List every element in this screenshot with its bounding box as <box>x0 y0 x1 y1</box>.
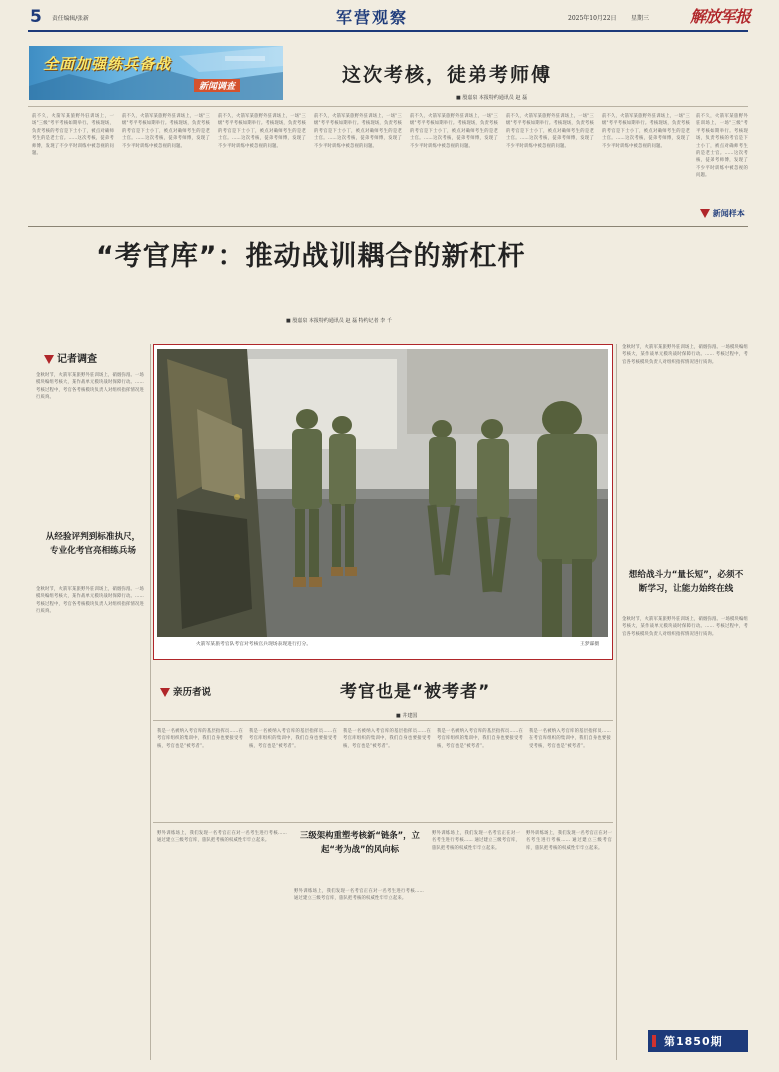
article1-byline: ■ 殷嘉泉 本报特约通讯员 赵 磊 <box>456 95 528 101</box>
article1-rule <box>28 106 748 107</box>
article3-subhead: 三级架构重塑考核新“链条”，立起“考为战”的风向标 <box>300 830 420 854</box>
reporter-survey-text: 记者调查 <box>57 354 97 365</box>
experience-body-col3: 我是一名被纳入考官库的基层指挥员……在考官库组织的集训中，我们自身也要接受考核，考官也是“被考者”。 <box>343 729 431 749</box>
lower-body-col1: 野外训练场上，我们发现一名考官正在对一名考生进行考核…… 通过建立三级考官库，旅队把考核的权威性牢牢立起来。 <box>157 831 287 844</box>
date: 2025年10月22日 <box>568 15 617 22</box>
experience-title: 考官也是“被考者” <box>340 682 491 702</box>
right-body-1: 金秋时节，火箭军某旅野外驻训场上，硝烟弥漫。一场模块编组考核大，某作战单元模块战时保障行动。…… 考核过程中，考官各考核模块负责人对组织指挥情况进行质询。 <box>622 345 748 365</box>
photo-scene <box>157 349 608 637</box>
survey-body-2: 金秋时节，火箭军某旅野外驻训场上，硝烟弥漫。一场模块编组考核大，某作战单元模块战时保障行动。…… 考核过程中，考官各考核模块负责人对组织指挥情况进行质询。 <box>36 587 144 615</box>
article1-body-col2: 前不久，火箭军某旅野外驻训场上，一场"三级"考平考核如期举行。考核现场，负责考核的考官是下士小丁，被点对确师考生的是老士官。……这次考核，徒弟考师傅，发现了不少平时训练中被忽视的问题。 <box>122 114 210 149</box>
column-divider-left <box>150 344 151 1060</box>
lower-body-col4: 野外训练场上，我们发现一名考官正在对一名考生进行考核…… 通过建立三级考官库，旅队把考核的权威性牢牢立起来。 <box>526 831 612 851</box>
side-label-news-sample <box>700 208 745 219</box>
banner-subtitle: 新闻调查 <box>194 79 240 92</box>
masthead-logo: 解放军报 <box>690 7 751 26</box>
experience-bottom-rule <box>153 822 613 823</box>
lower-body-col2: 野外训练场上，我们发现一名考官正在对一名考生进行考核…… 通过建立三级考官库，旅队把考核的权威性牢牢立起来。 <box>294 889 424 902</box>
banner-title: 全面加强练兵备战 <box>43 55 172 73</box>
photo-caption: 火箭军某旅考官队考官对考核官兵现场表现进行打分。 <box>196 642 312 647</box>
right-body-2: 金秋时节，火箭军某旅野外驻训场上，硝烟弥漫。一场模块编组考核大，某作战单元模块战时保障行动。…… 考核过程中，考官各考核模块负责人对组织指挥情况进行质询。 <box>622 617 748 637</box>
red-triangle-icon <box>700 209 710 218</box>
reporter-survey-label <box>44 350 97 365</box>
article1-body-col7: 前不久，火箭军某旅野外驻训场上，一场"三级"考平考核如期举行。考核现场，负责考核的考官是下士小丁，被点对确师考生的是老士官。……这次考核，徒弟考师傅，发现了不少平时训练中被忽视的问题。 <box>602 114 690 149</box>
experience-body-col1: 我是一名被纳入考官库的基层指挥员……在考官库组织的集训中，我们自身也要接受考核，考官也是“被考者”。 <box>157 729 243 749</box>
column-divider-right <box>616 344 617 1060</box>
article1-body-col8: 前不久，火箭军某旅野外驻训场上，一场"三级"考平考核如期举行。考核现场，负责考核的考官是下士小丁，被点对确师考生的是老士官。……这次考核，徒弟考师傅，发现了不少平时训练中被忽视的问题。 <box>696 114 748 179</box>
survey-subhead-2: 想给战斗力“量长短”，必须不断学习，让能力始终在线 <box>628 570 744 594</box>
page-number: 5 <box>30 7 42 27</box>
red-triangle-icon <box>160 688 170 697</box>
experience-body-col4: 我是一名被纳入考官库的基层指挥员……在考官库组织的集训中，我们自身也要接受考核，考官也是“被考者”。 <box>437 729 523 749</box>
experience-label <box>160 684 211 698</box>
experience-body-col5: 我是一名被纳入考官库的基层指挥员……在考官库组织的集训中，我们自身也要接受考核，考官也是“被考者”。 <box>529 729 611 749</box>
red-triangle-icon <box>44 355 54 364</box>
side-label-text: 新闻样本 <box>712 209 745 218</box>
issue-badge-accent <box>652 1035 656 1047</box>
section-title: 军营观察 <box>336 8 409 27</box>
article1-title: 这次考核，徒弟考师傅 <box>342 64 553 86</box>
article2-byline: ■ 殷嘉泉 本报特约通讯员 赵 磊 特约记者 李 千 <box>286 318 392 324</box>
editors-credit: 责任编辑/张新 <box>52 16 89 22</box>
banner <box>29 46 283 100</box>
page-header <box>0 0 779 34</box>
experience-label-text: 亲历者说 <box>173 687 212 698</box>
article1-body-col6: 前不久，火箭军某旅野外驻训场上，一场"三级"考平考核如期举行。考核现场，负责考核的考官是下士小丁，被点对确师考生的是老士官。……这次考核，徒弟考师傅，发现了不少平时训练中被忽视的问题。 <box>506 114 594 149</box>
article2-title: “考官库”：推动战训耦合的新杠杆 <box>96 241 526 272</box>
experience-top-rule <box>153 720 613 721</box>
weekday: 星期三 <box>631 15 650 22</box>
article1-body-col3: 前不久，火箭军某旅野外驻训场上，一场"三级"考平考核如期举行。考核现场，负责考核的考官是下士小丁，被点对确师考生的是老士官。……这次考核，徒弟考师傅，发现了不少平时训练中被忽视的问题。 <box>218 114 306 149</box>
training-photo <box>157 349 608 637</box>
header-rule <box>28 30 748 32</box>
experience-body-col2: 我是一名被纳入考官库的基层指挥员……在考官库组织的集训中，我们自身也要接受考核，考官也是“被考者”。 <box>249 729 337 749</box>
survey-subhead-1: 从经验评判到标准执尺，专业化考官亮相练兵场 <box>45 532 141 556</box>
article1-body-col4: 前不久，火箭军某旅野外驻训场上，一场"三级"考平考核如期举行。考核现场，负责考核的考官是下士小丁，被点对确师考生的是老士官。……这次考核，徒弟考师傅，发现了不少平时训练中被忽视的问题。 <box>314 114 402 149</box>
photo-credit: 王梦霖摄 <box>580 642 600 647</box>
article1-body-col1: 前不久，火箭军某旅野外驻训场上，一场"三级"考平考核如期举行。考核现场，负责考核的考官是下士小丁，被点对确师考生的是老士官。……这次考核，徒弟考师傅，发现了不少平时训练中被忽视的问题。 <box>32 114 114 157</box>
lower-body-col3: 野外训练场上，我们发现一名考官正在对一名考生进行考核…… 通过建立三级考官库，旅队把考核的权威性牢牢立起来。 <box>432 831 520 851</box>
survey-body-1: 金秋时节，火箭军某旅野外驻训场上，硝烟弥漫。一场模块编组考核大，某作战单元模块战时保障行动。…… 考核过程中，考官各考核模块负责人对组织指挥情况进行质询。 <box>36 373 144 401</box>
article1-body-col5: 前不久，火箭军某旅野外驻训场上，一场"三级"考平考核如期举行。考核现场，负责考核的考官是下士小丁，被点对确师考生的是老士官。……这次考核，徒弟考师傅，发现了不少平时训练中被忽视的问题。 <box>410 114 498 149</box>
section-divider <box>28 226 748 227</box>
issue-number: 第1850期 <box>664 1035 723 1048</box>
experience-byline: ■ 井建国 <box>396 713 418 719</box>
issue-badge <box>648 1030 748 1052</box>
